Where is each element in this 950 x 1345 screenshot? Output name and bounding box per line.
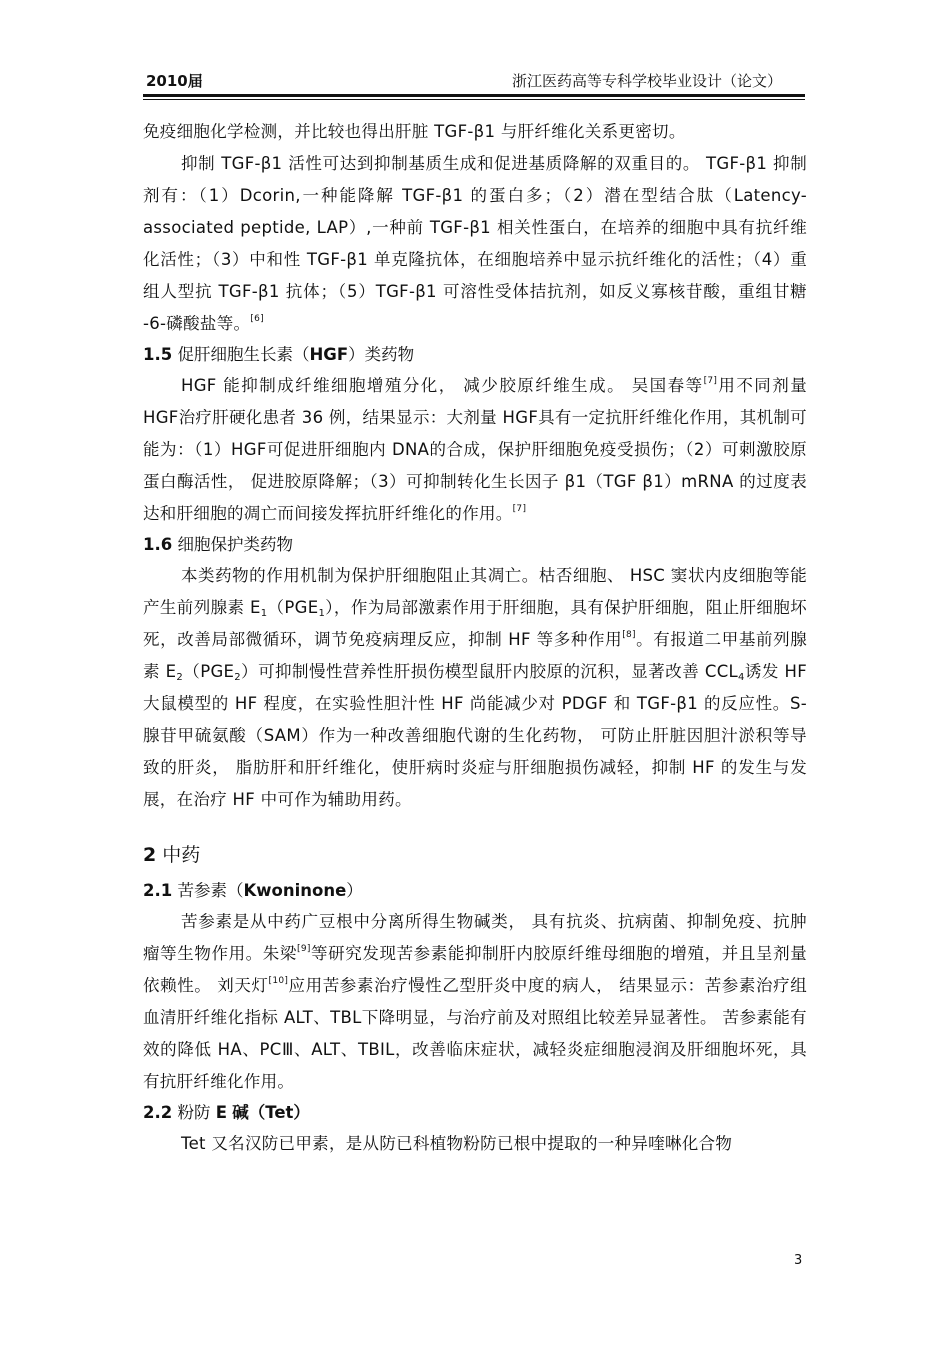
citation: [7] — [512, 504, 527, 514]
citation: [9] — [297, 944, 311, 954]
paragraph-text: （PGE — [267, 598, 319, 617]
paragraph: Tet 又名汉防已甲素，是从防已科植物粉防已根中提取的一种异喹啉化合物 — [181, 1134, 733, 1153]
section-abbr: E — [215, 1103, 228, 1122]
citation: [6] — [250, 314, 264, 324]
header-rule-thin — [143, 99, 805, 100]
section-title-end: 碱（Tet） — [232, 1103, 310, 1122]
citation: [8] — [622, 630, 636, 640]
section-number: 2.1 — [143, 881, 173, 900]
header-year: 2010届 — [146, 72, 203, 90]
section-heading — [143, 1098, 807, 1128]
paragraph-text: 等研究发现苦参素能抑制肝内胶原纤维母细胞的增殖，并且呈剂量依赖性。 刘天灯 — [143, 944, 807, 995]
paragraph — [143, 148, 807, 340]
chapter-title: 中药 — [162, 844, 201, 866]
section-number: 1.6 — [143, 535, 173, 554]
subscript: 2 — [234, 672, 241, 683]
paragraph-text: ），作为局部激素作用于肝细胞，具有保护肝细胞，阻止肝细胞坏死，改善局部微循环，调节免疫病理反应，抑制 HF 等多种作用 — [143, 598, 807, 649]
paragraph-text: 抑制 TGF-β1 活性可达到抑制基质生成和促进基质降解的双重目的。 TGF-β1 抑制剂有：（1）Dcorin,一种能降解 TGF-β1 的蛋白多；（2）潜在型结合肽（Latency-associated peptide, LAP）,一种前 TGF-β1 相关性蛋白，在培养的细胞中具有抗纤维化活性；（3）中和性 TGF-β1 单克隆抗体，在细胞培养中显示抗纤维化的活性；（4）重组人型抗 TGF-β1 抗体；（5）TGF-β1 可溶性受体拮抗剂，如反义寡核苷酸，重组甘糖 -6-磷酸盐等。 — [143, 154, 807, 333]
section-heading — [143, 876, 807, 906]
section-title: 促肝细胞生长素（ — [177, 345, 310, 364]
section-title-end: ） — [346, 881, 363, 900]
paragraph-text: 应用苦参素治疗慢性乙型肝炎中度的病人， 结果显示：苦参素治疗组血清肝纤维化指标 ALT、TBL下降明显，与治疗前及对照组比较差异显著性。 苦参素能有效的降低 HA、PCⅢ、ALT、TBIL，改善临床症状，减轻炎症细胞浸润及肝细胞坏死，具有抗肝纤维化作用。 — [143, 976, 807, 1091]
paragraph-text: ）可抑制慢性营养性肝损伤模型鼠肝内胶原的沉积，显著改善 CCL — [240, 662, 739, 681]
paragraph-text: 诱发 HF 大鼠模型的 HF 程度，在实验性胆汁性 HF 尚能减少对 PDGF 和 TGF-β1 的反应性。S-腺苷甲硫氨酸（SAM）作为一种改善细胞代谢的生化药物， 可防止肝脏因胆汁淤积等导致的肝炎， 脂肪肝和肝纤维化，使肝病时炎症与肝细胞损伤减轻，抑制 HF 的发生与发展，在治疗 HF 中可作为辅助用药。 — [143, 662, 807, 809]
paragraph — [143, 370, 807, 530]
paragraph-text: 苦参素是从中药广豆根中分离所得生物碱类， 具有抗炎、抗病菌、抑制免疫、抗肿瘤等生物作用。朱梁 — [143, 912, 807, 963]
section-title: 苦参素（ — [177, 881, 244, 900]
page-number: 3 — [794, 1253, 803, 1268]
paragraph-text: （PGE — [183, 662, 235, 681]
paragraph-text: 用不同剂量 HGF治疗肝硬化患者 36 例，结果显示：大剂量 HGF具有一定抗肝纤维化作用，其机制可能为：（1）HGF可促进肝细胞内 DNA的合成，保护肝细胞免疫受损伤；（2）可刺激胶原蛋白酶活性， 促进胶原降解；（3）可抑制转化生长因子 β1（TGF β1）mRNA 的过度表达和肝细胞的凋亡而间接发挥抗肝纤维化的作用。 — [143, 376, 807, 523]
chapter-heading — [143, 838, 807, 872]
paragraph — [143, 560, 807, 816]
paragraph-text: 。有报道二甲基前列腺素 E — [143, 630, 808, 681]
paragraph — [143, 906, 807, 1098]
section-title-end: ）类药物 — [348, 345, 415, 364]
section-heading — [143, 340, 807, 370]
header-rule-thick — [143, 94, 805, 97]
section-number: 1.5 — [143, 345, 173, 364]
document-body — [143, 116, 807, 1160]
section-title: 粉防 — [177, 1103, 211, 1122]
section-number: 2.2 — [143, 1103, 173, 1122]
subscript: 2 — [176, 672, 184, 683]
section-abbr: Kwoninone — [243, 881, 347, 900]
citation: [10] — [268, 976, 289, 986]
section-heading — [143, 530, 807, 560]
paragraph-text: 本类药物的作用机制为保护肝细胞阻止其凋亡。枯否细胞、 HSC 窦状内皮细胞等能产生前列腺素 E — [143, 566, 807, 617]
subscript: 4 — [738, 672, 745, 683]
chapter-number: 2 — [143, 844, 157, 866]
subscript: 1 — [318, 608, 326, 619]
header-school-title: 浙江医药高等专科学校毕业设计（论文） — [512, 72, 783, 90]
paragraph-text: HGF 能抑制成纤维细胞增殖分化， 减少胶原纤维生成。 吴国春等 — [181, 376, 704, 395]
subscript: 1 — [260, 608, 268, 619]
citation: [7] — [703, 376, 718, 386]
section-title: 细胞保护类药物 — [177, 535, 293, 554]
paragraph: 免疫细胞化学检测，并比较也得出肝脏 TGF-β1 与肝纤维化关系更密切。 — [143, 122, 686, 141]
section-abbr: HGF — [309, 345, 349, 364]
